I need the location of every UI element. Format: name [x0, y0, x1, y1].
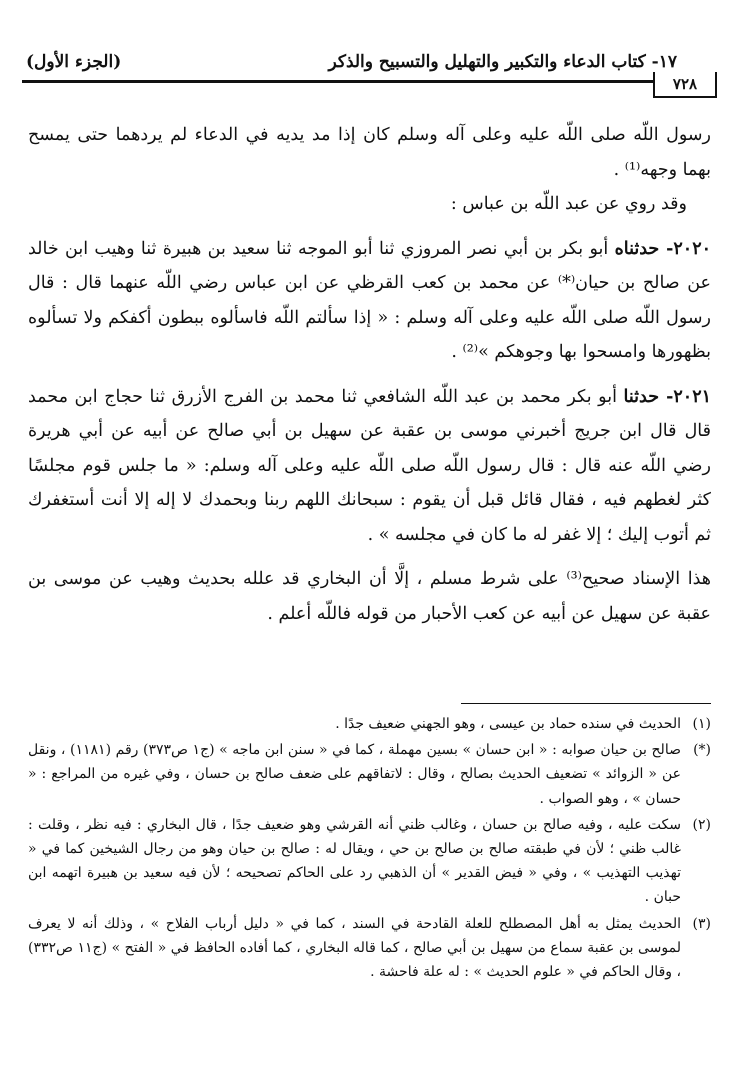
footnote-mark: (١) — [692, 716, 711, 732]
running-header — [22, 50, 717, 78]
chapter-title: ١٧- كتاب الدعاء والتكبير والتهليل والتسبيح والذكر — [328, 52, 677, 72]
main-text — [28, 118, 711, 631]
hadith-number: ٢٠٢١- حدثنا — [623, 386, 712, 407]
footnote-mark: (*) — [693, 742, 711, 759]
header-rule — [22, 80, 717, 83]
hadith-2021 — [28, 380, 711, 553]
footnote-text: سكت عليه ، وفيه صالح بن حسان ، وغالب ظني أنه القرشي وهو ضعيف جدًا ، قال البخاري : فيه نظر ، وقلت : غالب ظني ؛ لأن في طبقته صالح بن صالح بن حي ، ويقال له : صالح بن حيان وهو من رجال الشيخين كما في « تهذيب التهذيب » ، وفي « فيض القدير » أن الذهبي رد على الحاكم تصحيحه ؛ لأن فيه سعيد بن هبيرة اتهمه ابن حبان . — [28, 816, 681, 906]
footnote-mark: (٣) — [692, 915, 711, 932]
volume-label: (الجزء الأول) — [26, 52, 122, 72]
paragraph-commentary: هذا الإسناد صحيح⁽³⁾ على شرط مسلم ، إلَّا أن البخاري قد علله بحديث وهيب عن موسى بن عقبة عن سهيل عن أبيه عن كعب الأحبار من قوله فاللّه أعلم . — [28, 569, 711, 624]
footnote-rule — [461, 703, 711, 704]
page-number-box — [653, 72, 717, 98]
paragraph-2: وقد روي عن عبد اللّه بن عباس : — [450, 194, 687, 214]
footnote — [28, 912, 711, 985]
hadith-2020 — [28, 232, 711, 370]
footnote — [28, 813, 711, 910]
footnote-text: الحديث يمثل به أهل المصطلح للعلة القادحة في السند ، كما في « دليل أرباب الفلاح » ، وذلك أنه لا يعرف لموسى بن عقبة سماع من سهيل بن أبي صالح ، كما قاله البخاري ، كما أفاده الحافظ في « الفتح » (ج١١ ص٣٣٢) ، وقال الحاكم في « علوم الحديث » : له علة فاحشة . — [28, 915, 681, 981]
hadith-text: أبو بكر بن أبي نصر المروزي ثنا أبو الموجه ثنا سعيد بن هبيرة ثنا وهيب ابن خالد عن صالح بن حيان⁽*⁾ عن محمد بن كعب القرظي عن ابن عباس رضي اللّه عنهما قال : قال رسول اللّه صلى اللّه عليه وعلى آله وسلم : « إذا سألتم اللّه فاسألوه ببطون أكفكم ولا تسألوه بظهورها وامسحوا بها وجوهكم »⁽²⁾ . — [28, 238, 711, 362]
footnote-text: صالح بن حيان صوابه : « ابن حسان » بسين مهملة ، كما في « سنن ابن ماجه » (ج١ ص٣٧٣) رقم (١١٨١) ، ونقل عن « الزوائد » تضعيف الحديث بصالح ، وقال : لاتفاقهم على ضعف صالح بن حسان ، وفي غيره من المراجع : « حسان » ، وهو الصواب . — [28, 742, 681, 807]
footnote-mark: (٢) — [692, 816, 711, 833]
footnote — [28, 712, 711, 736]
hadith-number: ٢٠٢٠- حدثناه — [614, 238, 711, 259]
footnote-text: الحديث في سنده حماد بن عيسى ، وهو الجهني ضعيف جدًا . — [335, 716, 681, 732]
hadith-text: أبو بكر محمد بن عبد اللّه الشافعي ثنا محمد بن الفرج الأزرق ثنا حجاج ابن محمد قال قال ابن جريج أخبرني موسى بن عقبة عن سهيل بن أبي صالح عن أبيه عن أبي هريرة رضي اللّه عنه قال : قال رسول اللّه صلى اللّه عليه وعلى آله وسلم: « ما جلس قوم مجلسًا كثر لغطهم فيه ، فقال قائل قبل أن يقوم : سبحانك اللهم ربنا وبحمدك لا إله إلا أنت أستغفرك ثم أتوب إليك ؛ إلا غفر له ما كان في مجلسه » . — [28, 386, 711, 545]
paragraph-1: رسول اللّه صلى اللّه عليه وعلى آله وسلم كان إذا مد يديه في الدعاء لم يردهما حتى يمسح بهما وجهه⁽¹⁾ . — [28, 125, 711, 180]
footnotes — [28, 712, 711, 986]
page-number: ٧٢٨ — [672, 75, 698, 93]
footnote — [28, 738, 711, 811]
